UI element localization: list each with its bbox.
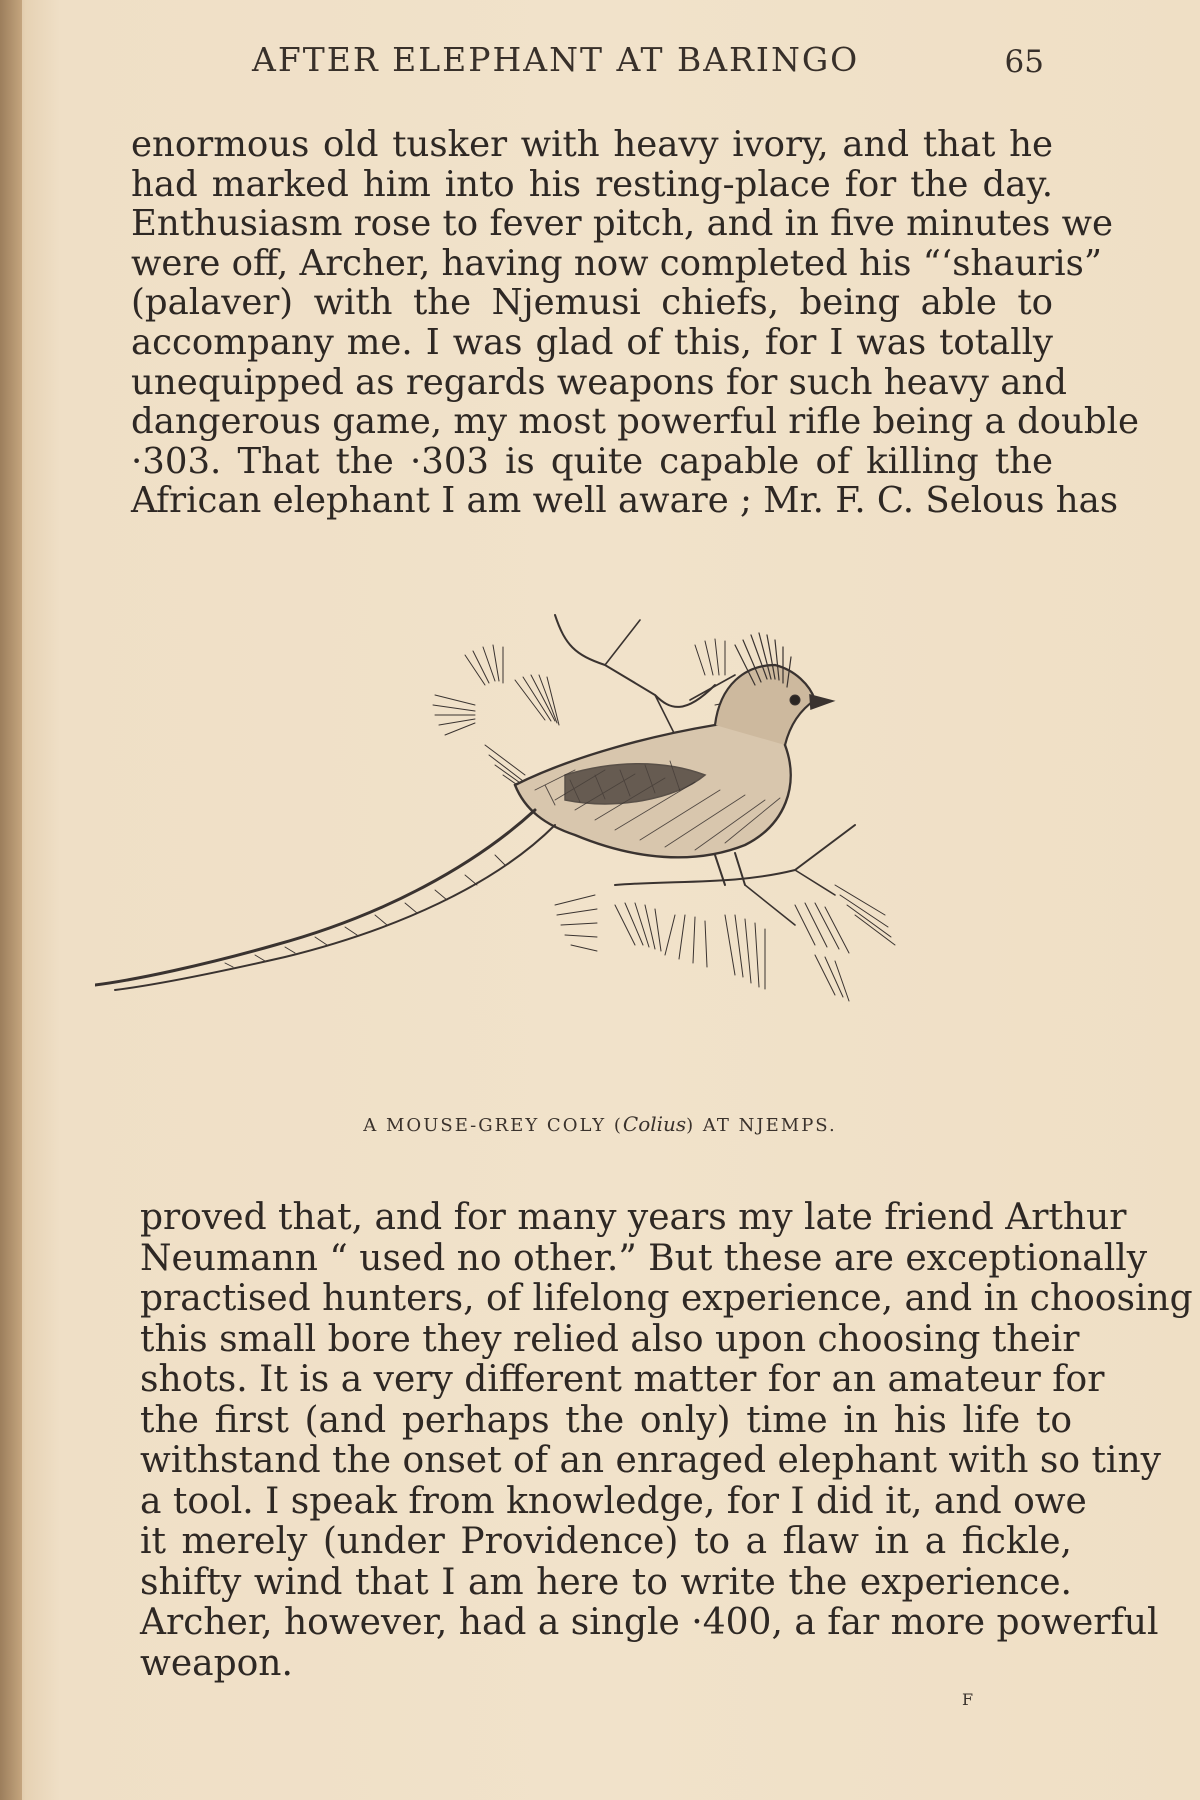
signature-mark: F xyxy=(962,1690,974,1709)
text-line: unequipped as regards weapons for such heavy and xyxy=(131,361,1067,403)
caption-text-after: ) AT NJEMPS. xyxy=(686,1115,837,1136)
caption-text-before: A MOUSE-GREY COLY ( xyxy=(363,1115,623,1136)
text-line: a tool. I speak from knowledge, for I did it, and owe xyxy=(140,1480,1087,1522)
page-number: 65 xyxy=(1004,44,1044,80)
text-line: (palaver) with the Njemusi chiefs, being able to xyxy=(131,282,1053,324)
bird-illustration xyxy=(95,585,1015,1075)
text-line: ·303. That the ·303 is quite capable of killing the xyxy=(131,440,1053,482)
text-line: shifty wind that I am here to write the experience. xyxy=(140,1561,1072,1603)
book-gutter xyxy=(0,0,22,1800)
text-line: accompany me. I was glad of this, for I was totally xyxy=(131,321,1053,363)
text-line: it merely (under Providence) to a flaw in a fickle, xyxy=(140,1521,1072,1562)
caption-italic-genus: Colius xyxy=(622,1112,687,1136)
text-line: proved that, and for many years my late friend Arthur xyxy=(140,1197,1127,1238)
text-line: had marked him into his resting-place for the day. xyxy=(131,163,1053,205)
text-line: this small bore they relied also upon choosing their xyxy=(140,1318,1080,1360)
text-line: enormous old tusker with heavy ivory, and that he xyxy=(131,124,1053,165)
text-line: were off, Archer, having now completed his “‘shauris” xyxy=(131,242,1103,284)
text-line: Archer, however, had a single ·400, a far more powerful xyxy=(140,1602,1159,1643)
text-line: Enthusiasm rose to fever pitch, and in five minutes we xyxy=(131,203,1114,245)
text-line: the first (and perhaps the only) time in his life to xyxy=(140,1399,1072,1441)
text-line: withstand the onset of an enraged elephant with so tiny xyxy=(140,1440,1161,1481)
paragraph-top xyxy=(131,124,1139,522)
text-line: African elephant I am well aware ; Mr. F. C. Selous has xyxy=(131,480,1119,522)
running-header xyxy=(252,40,1052,79)
running-title: AFTER ELEPHANT AT BARINGO xyxy=(252,40,860,79)
figure-caption xyxy=(0,1112,1200,1136)
text-line: weapon. xyxy=(140,1642,293,1684)
text-line: shots. It is a very different matter for an amateur for xyxy=(140,1359,1105,1400)
text-line: dangerous game, my most powerful rifle being a double xyxy=(131,401,1139,443)
text-line: Neumann “ used no other.” But these are exceptionally xyxy=(140,1237,1148,1279)
text-line: practised hunters, of lifelong experience, and in choosing xyxy=(140,1278,1193,1319)
paragraph-bottom xyxy=(140,1197,1193,1684)
